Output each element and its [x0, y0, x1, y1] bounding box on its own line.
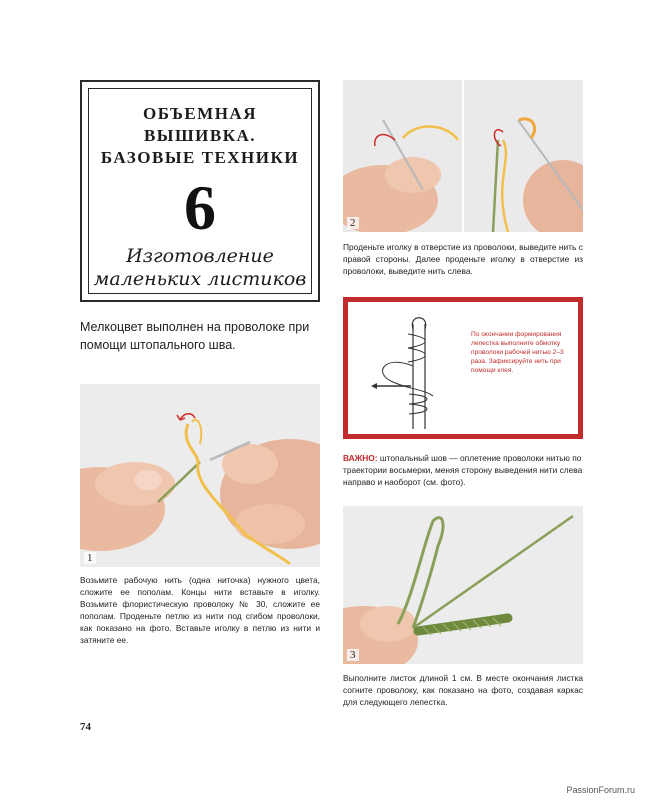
watermark: PassionForum.ru	[566, 785, 635, 795]
chapter-subtitle-line1: Изготовление	[126, 245, 274, 267]
chapter-title-inner	[88, 88, 312, 294]
chapter-title-box	[80, 80, 320, 302]
chapter-title-line2: БАЗОВЫЕ ТЕХНИКИ	[100, 148, 300, 167]
step-3-photo	[343, 506, 583, 664]
important-label: ВАЖНО:	[343, 453, 378, 463]
step-1-photo-illustration	[80, 384, 320, 567]
step-1-caption: Возьмите рабочую нить (одна ниточка) нужного цвета, сложите ее пополам. Концы нити вставьте в иголку. Возьмите флористическую проволоку № 30, сложите ее пополам. Проденьте петлю из нити под сгибом проволоки, как показано на фото. Вставьте иголку в петлю из нити и затяните ее.	[80, 575, 320, 645]
chapter-number: 6	[184, 172, 216, 243]
step-2-photo	[343, 80, 583, 232]
chapter-title	[89, 103, 311, 169]
step-3-photo-illustration	[343, 506, 583, 664]
step-1-number: 1	[84, 552, 96, 564]
page-number: 74	[80, 721, 91, 733]
step-1-photo	[80, 384, 320, 567]
step-3-caption: Выполните листок длиной 1 см. В месте окончания листка согните проволоку, как показано на фото, создавая каркас для следующего лепестка.	[343, 673, 583, 707]
diagram-panel	[348, 302, 578, 434]
step-2-number: 2	[347, 217, 359, 229]
chapter-subtitle	[89, 245, 311, 291]
stitch-diagram	[353, 304, 473, 434]
diagram-frame	[343, 297, 583, 439]
chapter-title-line1: ОБЪЕМНАЯ ВЫШИВКА.	[143, 104, 257, 145]
intro-text: Мелкоцвет выполнен на проволоке при помощи штопального шва.	[80, 320, 310, 352]
step-2-caption: Проденьте иголку в отверстие из проволоки, выведите нить с правой стороны. Далее проденьте иголку в отверстие из проволоки, выведите нить слева.	[343, 242, 583, 276]
important-note	[343, 452, 583, 488]
diagram-note: По окончании формирования лепестка выполните обмотку проволоки рабочей нитью 2–3 раза. Зафиксируйте нить при помощи клея.	[471, 331, 564, 374]
chapter-subtitle-line2: маленьких листиков	[93, 268, 307, 290]
step-3-number: 3	[347, 649, 359, 661]
step-2-photo-illustration	[343, 80, 583, 232]
important-body: штопальный шов — оплетение проволоки нитью по траектории восьмерки, меняя сторону выведения нити слева направо и наоборот (см. фото).	[343, 453, 583, 487]
